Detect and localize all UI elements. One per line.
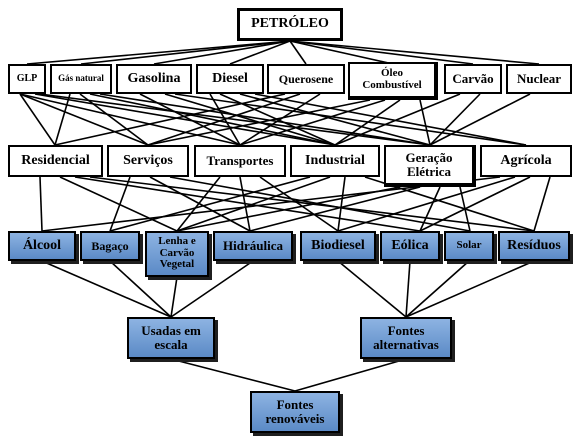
node-alcool: Álcool (8, 231, 76, 261)
connector-line (430, 94, 530, 145)
connector-line (290, 41, 539, 64)
node-diesel: Diesel (196, 64, 264, 94)
node-industrial: Industrial (290, 145, 380, 177)
connector-line (55, 94, 70, 145)
node-solar: Solar (444, 231, 494, 261)
node-residuos: Resíduos (498, 231, 570, 261)
connector-line (171, 277, 177, 317)
node-petroleo: PETRÓLEO (237, 8, 343, 41)
node-lenha-carvao-vegetal: Lenha e Carvão Vegetal (145, 231, 209, 277)
node-transportes: Transportes (194, 145, 286, 177)
connector-line (290, 41, 473, 64)
node-eolica: Eólica (380, 231, 440, 261)
connector-line (338, 177, 345, 231)
connector-line (406, 261, 410, 317)
node-glp: GLP (8, 64, 46, 94)
node-gas-natural: Gás natural (50, 64, 112, 94)
node-bagaco: Bagaço (80, 231, 140, 261)
connector-line (40, 177, 42, 231)
connector-line (534, 177, 550, 231)
node-fontes-alternativas: Fontes alternativas (360, 317, 452, 359)
connector-line (154, 41, 290, 64)
node-carvao: Carvão (444, 64, 502, 94)
connector-line (171, 359, 295, 391)
node-geracao-eletrica: Geração Elétrica (384, 145, 476, 187)
node-hidraulica: Hidráulica (213, 231, 293, 261)
node-residencial: Residencial (8, 145, 103, 177)
node-oleo-combustivel: Óleo Combustível (348, 62, 438, 100)
node-nuclear: Nuclear (506, 64, 572, 94)
node-usadas-em-escala: Usadas em escala (127, 317, 215, 359)
connector-line (406, 261, 534, 317)
connector-line (27, 41, 290, 64)
connector-line (338, 261, 406, 317)
node-servicos: Serviços (107, 145, 189, 177)
connector-line (406, 261, 469, 317)
node-biodiesel: Biodiesel (300, 231, 376, 261)
node-fontes-renovaveis: Fontes renováveis (250, 391, 340, 433)
node-querosene: Querosene (267, 64, 345, 94)
node-gasolina: Gasolina (116, 64, 192, 94)
node-agricola: Agrícola (480, 145, 572, 177)
connector-line (295, 359, 406, 391)
